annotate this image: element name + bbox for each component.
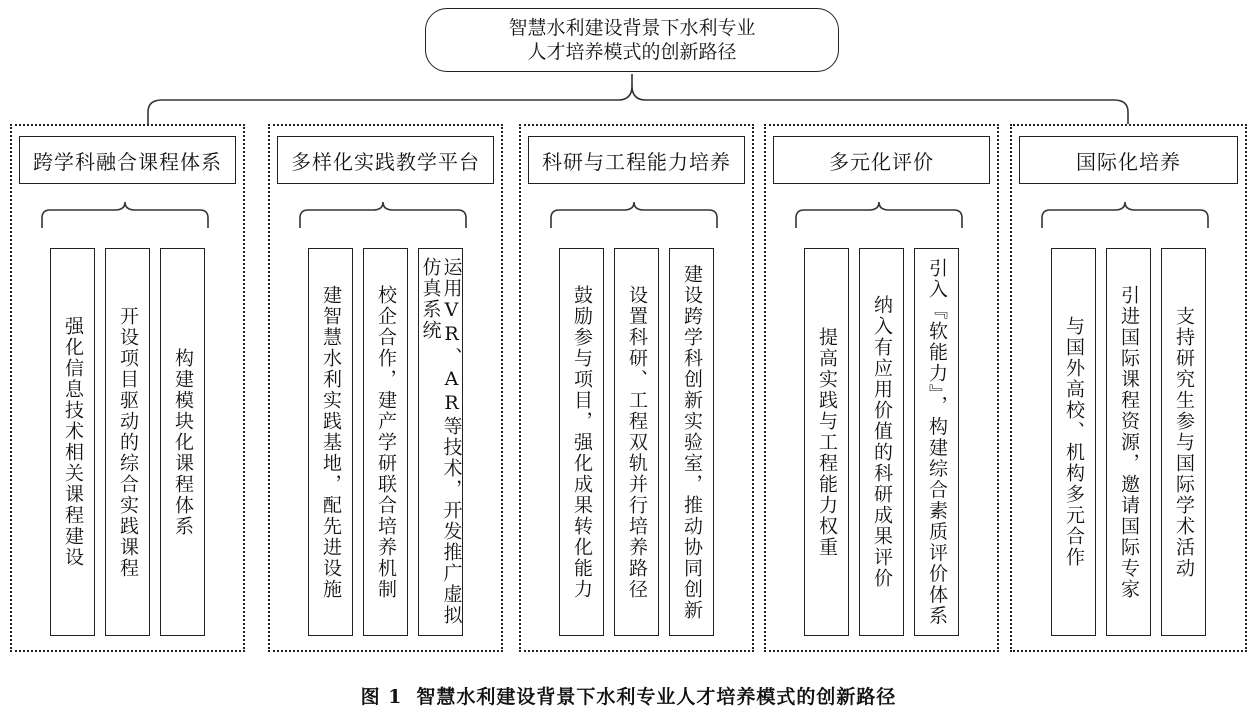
path-item <box>1051 248 1096 636</box>
root-title-line-2: 人才培养模式的创新路径 <box>527 41 737 63</box>
path-item <box>669 248 714 636</box>
path-item-text: 构建模块化课程体系 <box>172 347 194 537</box>
root-brace <box>148 74 1128 124</box>
path-item-text: 支持研究生参与国际学术活动 <box>1173 305 1195 579</box>
path-item-text: 开设项目驱动的综合实践课程 <box>117 305 139 579</box>
group-interdisciplinary-curriculum <box>10 124 245 652</box>
group-diversified-evaluation <box>764 124 999 652</box>
path-item <box>363 248 408 636</box>
path-item-text: 强化信息技术相关课程建设 <box>62 316 84 568</box>
group-brace <box>549 200 719 230</box>
figure-caption <box>0 682 1257 709</box>
root-title-line-1: 智慧水利建设背景下水利专业 <box>508 17 756 39</box>
path-item-text: 校企合作，建产学研联合培养机制 <box>375 284 397 600</box>
path-item-text: 建智慧水利实践基地，配先进设施 <box>320 284 342 600</box>
figure-number: 图 1 <box>360 686 403 708</box>
group-items <box>521 248 752 636</box>
path-item <box>1106 248 1151 636</box>
path-item <box>559 248 604 636</box>
path-item <box>308 248 353 636</box>
path-item-text: 提高实践与工程能力权重 <box>816 326 838 558</box>
figure-caption-text: 智慧水利建设背景下水利专业人才培养模式的创新路径 <box>416 686 897 708</box>
root-node <box>425 8 839 72</box>
path-item-text: 鼓励参与项目，强化成果转化能力 <box>571 284 593 600</box>
path-item-text: 引入『软能力』，构建综合素质评价体系 <box>926 257 948 627</box>
group-title: 科研与工程能力培养 <box>528 136 745 184</box>
path-item <box>1161 248 1206 636</box>
group-brace <box>794 200 964 230</box>
group-brace <box>298 200 468 230</box>
group-items <box>12 248 243 636</box>
group-title: 国际化培养 <box>1019 136 1238 184</box>
path-item <box>105 248 150 636</box>
group-brace <box>1040 200 1210 230</box>
path-item <box>859 248 904 636</box>
path-item-text: 建设跨学科创新实验室，推动协同创新 <box>681 263 703 621</box>
path-item <box>614 248 659 636</box>
path-item-text: 运用VR、AR等技术，开发推广虚拟仿真系统 <box>419 257 463 626</box>
path-item <box>50 248 95 636</box>
path-item-text: 引进国际课程资源，邀请国际专家 <box>1118 284 1140 600</box>
group-items <box>1012 248 1245 636</box>
group-research-engineering <box>519 124 754 652</box>
group-practice-platform <box>268 124 503 652</box>
group-title: 多元化评价 <box>773 136 990 184</box>
group-title: 多样化实践教学平台 <box>277 136 494 184</box>
path-item-text: 与国外高校、机构多元合作 <box>1063 316 1085 568</box>
path-item <box>418 248 463 636</box>
path-item <box>160 248 205 636</box>
group-brace <box>40 200 210 230</box>
group-items <box>270 248 501 636</box>
group-internationalization <box>1010 124 1247 652</box>
path-item <box>804 248 849 636</box>
group-items <box>766 248 997 636</box>
path-item-text: 设置科研、工程双轨并行培养路径 <box>626 284 648 600</box>
path-item <box>914 248 959 636</box>
path-item-text: 纳入有应用价值的科研成果评价 <box>871 295 893 589</box>
group-title: 跨学科融合课程体系 <box>19 136 236 184</box>
